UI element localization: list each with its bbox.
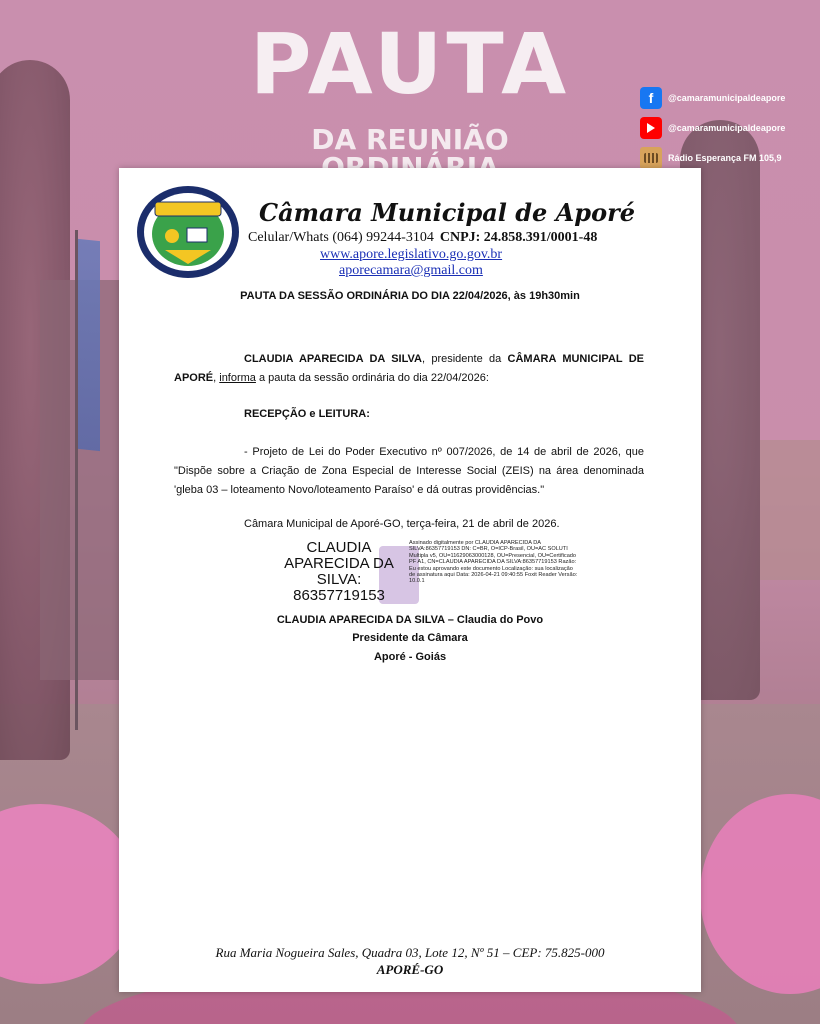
chamber-name: CÂMARA MUNICIPAL DE APORÉ bbox=[174, 353, 644, 384]
informa-text: informa bbox=[219, 372, 256, 384]
house-right bbox=[760, 440, 820, 580]
radio-icon bbox=[640, 147, 662, 169]
footer-city: APORÉ-GO bbox=[376, 962, 444, 977]
youtube-handle: @camaramunicipaldeapore bbox=[668, 123, 786, 133]
banner-title: PAUTA bbox=[249, 15, 571, 113]
social-links bbox=[640, 86, 815, 176]
social-facebook[interactable] bbox=[640, 86, 815, 110]
contact-line bbox=[248, 230, 597, 246]
section-heading: RECEPÇÃO e LEITURA: bbox=[244, 408, 370, 420]
email-link[interactable]: aporecamara@gmail.com bbox=[339, 263, 483, 278]
banner-subtitle: DA REUNIÃO bbox=[311, 123, 509, 156]
signer-line: CLAUDIA APARECIDA DA SILVA – Claudia do Povo bbox=[276, 614, 544, 626]
document-title: PAUTA DA SESSÃO ORDINÁRIA DO DIA 22/04/2026, às 19h30min bbox=[240, 290, 580, 302]
dateline: Câmara Municipal de Aporé-GO, terça-feira, 21 de abril de 2026. bbox=[244, 518, 560, 530]
youtube-icon bbox=[640, 117, 662, 139]
signer-role: Presidente da Câmara bbox=[352, 632, 468, 644]
intro-paragraph: CLAUDIA APARECIDA DA SILVA, presidente da CÂMARA MUNICIPAL DE APORÉ, informa a pauta da sessão ordinária do dia 22/04/2026: bbox=[174, 353, 644, 384]
website-link[interactable]: www.apore.legislativo.go.gov.br bbox=[320, 247, 503, 262]
agenda-item: - Projeto de Lei do Poder Executivo nº 007/2026, de 14 de abril de 2026, que "Dispõe sobre a Criação de Zona Especial de Interesse Social (ZEIS) na área denominada 'gleba 03 – loteamento Novo/loteamento Paraíso' e dá outras providências." bbox=[174, 446, 644, 496]
document-page bbox=[119, 168, 701, 992]
chamber-logo bbox=[135, 184, 241, 280]
digital-signature bbox=[279, 540, 579, 612]
signature-name: CLAUDIA APARECIDA DA SILVA: 86357719153 bbox=[284, 539, 394, 604]
social-radio[interactable] bbox=[640, 146, 815, 170]
signature-details: Assinado digitalmente por CLAUDIA APARECIDA DA SILVA:86357719153 DN: C=BR, O=ICP-Brasil, OU=AC SOLUTI Multipla v5, OU=11629063000128, OU=Presencial, OU=Certificado PF A1, CN=CLAUDIA APARECIDA DA SILVA:86357719153 Razão: Eu estou aprovando este documento Localização: sua localização de assinatura aqui Data: 2026-04-21 09:40:55 Foxit Reader Versão: 10.0.1 bbox=[409, 540, 578, 585]
signer-place: Aporé - Goiás bbox=[373, 651, 447, 663]
radio-station: Rádio Esperança FM 105,9 bbox=[668, 153, 782, 163]
flag bbox=[78, 239, 100, 451]
facebook-icon: f bbox=[640, 87, 662, 109]
footer-address: Rua Maria Nogueira Sales, Quadra 03, Lote 12, Nº 51 – CEP: 75.825-000 bbox=[215, 945, 605, 960]
org-name: Câmara Municipal de Aporé bbox=[259, 198, 635, 227]
president-name: CLAUDIA APARECIDA DA SILVA bbox=[244, 353, 422, 365]
social-youtube[interactable] bbox=[640, 116, 815, 140]
phone: Celular/Whats (064) 99244-3104 bbox=[248, 230, 434, 245]
cnpj: CNPJ: 24.858.391/0001-48 bbox=[439, 230, 598, 245]
facebook-handle: @camaramunicipaldeapore bbox=[668, 93, 786, 103]
